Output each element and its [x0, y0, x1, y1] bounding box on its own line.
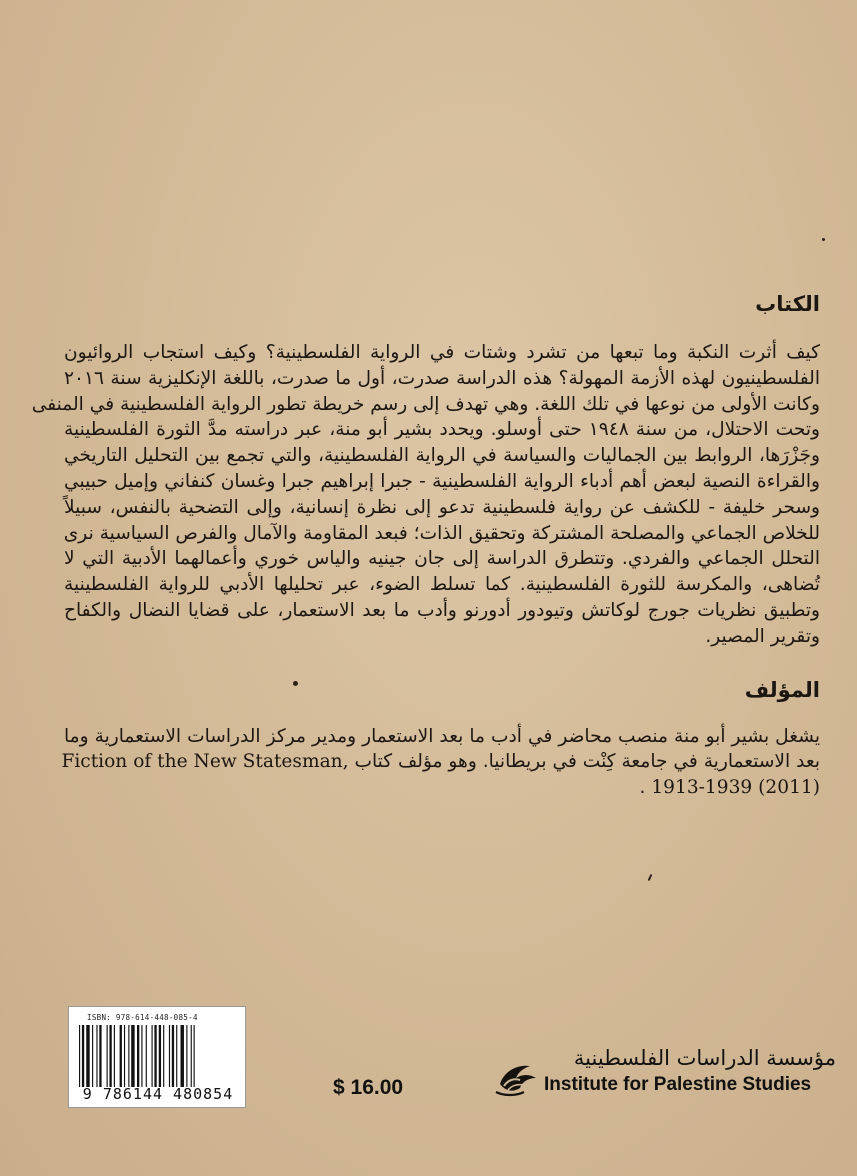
barcode-bar: [191, 1025, 192, 1087]
barcode-bar: [114, 1025, 115, 1087]
book-line: والقراءة النصية لبعض أهم أدباء الرواية الفلسطينية - جبرا إبراهيم جبرا وغسان كنفاني وإميل حبيبي: [64, 470, 820, 492]
barcode-bar: [137, 1025, 139, 1087]
author-section: [61, 677, 820, 801]
book-section: [31, 292, 820, 650]
book-line: للخلاص الجماعي والمصلحة المشتركة وتحقيق الذات؛ فبعد المقاومة والآمال والفرص السياسية نرى: [63, 522, 820, 544]
isbn-label: ISBN: 978-614-448-085-4: [87, 1013, 198, 1022]
author-heading: المؤلف: [744, 677, 820, 702]
publisher-logo-icon: [494, 1054, 540, 1098]
barcode-bar: [109, 1025, 111, 1087]
book-line: وكانت الأولى من نوعها في تلك اللغة. وهي تهدف إلى رسم خريطة تطور الرواية الفلسطينية في المنفى: [31, 393, 820, 415]
cover-text: [31, 292, 820, 801]
price: $ 16.00: [333, 1076, 404, 1099]
book-line: التحلل الجماعي والفردي. وتتطرق الدراسة إلى جان جينيه والياس خوري وأعمالهما الأدبية التي لا: [64, 548, 820, 570]
book-title-english: Fiction of the New Statesman,: [61, 751, 349, 773]
isbn-barcode: [68, 1006, 246, 1108]
barcode-bar: [79, 1025, 80, 1087]
barcode-bar: [169, 1025, 170, 1087]
barcode-bar: [146, 1025, 147, 1087]
barcode-bar: [186, 1025, 187, 1087]
publisher: [494, 1046, 844, 1106]
author-line: [61, 749, 820, 775]
barcode-bar: [154, 1025, 156, 1087]
author-line: يشغل بشير أبو منة منصب محاضر في أدب ما بعد الاستعمار ومدير مركز الدراسات الاستعمارية وما: [64, 725, 820, 747]
book-line: كيف أثرت النكبة وما تبعها من تشرد وشتات في الرواية الفلسطينية؟ وكيف استجاب الروائيون: [64, 342, 820, 363]
isbn-digits: 9 786144 480854: [82, 1085, 234, 1103]
author-line-arabic: بعد الاستعمارية في جامعة كِنْت في بريطانيا. وهو مؤلف كتاب: [354, 751, 820, 773]
barcode-bar: [86, 1025, 89, 1087]
barcode-bar: [128, 1025, 129, 1087]
book-line: الفلسطينيون لهذه الأزمة المهولة؟ هذه الدراسة صدرت، أول ما صدرت، باللغة الإنكليزية سنة ٢٠١٦: [64, 367, 820, 389]
book-heading: الكتاب: [755, 292, 820, 316]
barcode-bar: [152, 1025, 153, 1087]
barcode-bar: [96, 1025, 97, 1087]
book-line: تُضاهى، والمكرسة للثورة الفلسطينية. كما تسلط الضوء، عبر تحليلها الأدبي للرواية الفلسطينية: [64, 574, 820, 596]
barcode-bars: [79, 1025, 235, 1087]
book-title-years: 1913-1939 (2011): [651, 777, 820, 799]
print-speck: [648, 874, 653, 881]
barcode-bar: [176, 1025, 177, 1087]
barcode-bar: [131, 1025, 134, 1087]
author-line: [64, 775, 820, 801]
barcode-bar: [159, 1025, 161, 1087]
book-line: وتحت الاحتلال، من سنة ١٩٤٨ حتى أوسلو. ويحدد بشير أبو منة، عبر دراسته مدَّ الثورة الفلسطينية: [64, 419, 820, 441]
publisher-name-arabic: مؤسسة الدراسات الفلسطينية: [573, 1046, 836, 1070]
author-bio: [61, 724, 820, 801]
barcode-bar: [172, 1025, 174, 1087]
barcode-bar: [107, 1025, 108, 1087]
barcode-bar: [124, 1025, 125, 1087]
barcode-bar: [141, 1025, 142, 1087]
barcode-bar: [92, 1025, 93, 1087]
book-line: وجَزْرَها، الروابط بين الجماليات والسياسة في الرواية الفلسطينية، والتي تجمع بين التحليل التاريخي: [64, 445, 820, 467]
barcode-bar: [120, 1025, 122, 1087]
print-speck: [822, 238, 825, 241]
publisher-name-english: Institute for Palestine Studies: [544, 1074, 812, 1095]
book-line: وتطبيق نظريات جورج لوكاتش وتيودور أدورنو وأدب ما بعد الاستعمار، على قضايا النضال والكفاح: [64, 599, 820, 621]
barcode-bar: [181, 1025, 184, 1087]
barcode-bar: [82, 1025, 84, 1087]
author-line-end: .: [639, 777, 646, 799]
barcode-bar: [99, 1025, 101, 1087]
book-line: وتقرير المصير.: [705, 625, 820, 647]
print-speck: [293, 681, 298, 686]
book-description: [31, 340, 820, 650]
barcode-bar: [163, 1025, 164, 1087]
barcode-bar: [194, 1025, 195, 1087]
book-line: وسحر خليفة - للكشف عن رواية فلسطينية تدعو إلى نظرة إنسانية، وإلى التضحية بالنفس، سبيلاً: [64, 496, 820, 518]
